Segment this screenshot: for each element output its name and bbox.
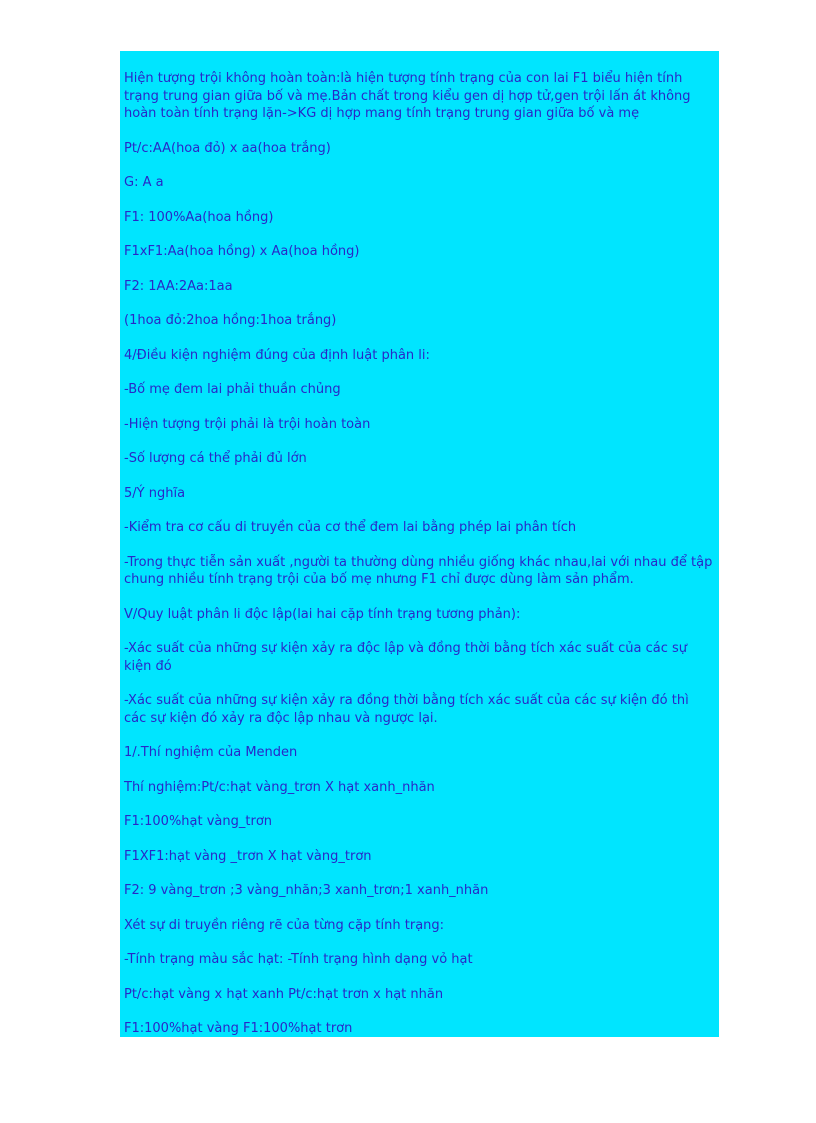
document-body bbox=[120, 51, 719, 1037]
paragraph: F1:100%hạt vàng_trơn bbox=[124, 814, 273, 829]
paragraph: Pt/c:AA(hoa đỏ) x aa(hoa trắng) bbox=[124, 140, 331, 156]
paragraph: Pt/c:hạt vàng x hạt xanh Pt/c:hạt trơn x hạt nhăn bbox=[124, 986, 444, 1002]
paragraph: G: A a bbox=[124, 175, 164, 190]
paragraph: 5/Ý nghĩa bbox=[124, 485, 186, 501]
paragraph: Xét sự di truyền riêng rẽ của từng cặp tính trạng: bbox=[124, 917, 445, 933]
paragraph: -Xác suất của những sự kiện xảy ra đồng thời bằng tích xác suất của các sự kiện đó thì các sự kiện đó xảy ra độc lập nhau và ngược lại. bbox=[124, 693, 689, 726]
paragraph: 4/Điều kiện nghiệm đúng của định luật phân li: bbox=[124, 347, 430, 363]
paragraph: Hiện tượng trội không hoàn toàn:là hiện tượng tính trạng của con lai F1 biểu hiện tính trạng trung gian giữa bố và mẹ.Bản chất trong kiểu gen dị hợp tử,gen trội lấn át không hoàn toàn tính trạng lặn->KG dị hợp mang tính trạng trung gian giữa bố và mẹ bbox=[124, 71, 691, 121]
paragraph: -Xác suất của những sự kiện xảy ra độc lập và đồng thời bằng tích xác suất của các sự kiện đó bbox=[124, 641, 688, 674]
paragraph: -Trong thực tiễn sản xuất ,người ta thường dùng nhiều giống khác nhau,lai với nhau để tập chung nhiều tính trạng trội của bố mẹ nhưng F1 chỉ được dùng làm sản phẩm. bbox=[124, 554, 713, 587]
paragraph: F2: 1AA:2Aa:1aa bbox=[124, 278, 233, 294]
paragraph: -Tính trạng màu sắc hạt: -Tính trạng hình dạng vỏ hạt bbox=[124, 952, 473, 967]
document-page bbox=[120, 51, 719, 1037]
paragraph: 1/.Thí nghiệm của Menden bbox=[124, 745, 298, 760]
paragraph: F1:100%hạt vàng F1:100%hạt trơn bbox=[124, 1021, 353, 1036]
paragraph: F1XF1:hạt vàng _trơn X hạt vàng_trơn bbox=[124, 848, 372, 864]
paragraph: F1xF1:Aa(hoa hồng) x Aa(hoa hồng) bbox=[124, 244, 360, 259]
paragraph: Thí nghiệm:Pt/c:hạt vàng_trơn X hạt xanh_nhăn bbox=[124, 779, 435, 795]
paragraph: -Kiểm tra cơ cấu di truyền của cơ thể đem lai bằng phép lai phân tích bbox=[124, 520, 577, 535]
paragraph: -Bố mẹ đem lai phải thuần chủng bbox=[124, 382, 341, 397]
paragraph: F2: 9 vàng_trơn ;3 vàng_nhăn;3 xanh_trơn;1 xanh_nhăn bbox=[124, 883, 489, 898]
paragraph: -Số lượng cá thể phải đủ lớn bbox=[124, 451, 307, 466]
paragraph: F1: 100%Aa(hoa hồng) bbox=[124, 209, 274, 225]
paragraph: (1hoa đỏ:2hoa hồng:1hoa trắng) bbox=[124, 313, 337, 328]
paragraph: -Hiện tượng trội phải là trội hoàn toàn bbox=[124, 416, 371, 432]
paragraph: V/Quy luật phân li độc lập(lai hai cặp tính trạng tương phản): bbox=[124, 606, 521, 622]
